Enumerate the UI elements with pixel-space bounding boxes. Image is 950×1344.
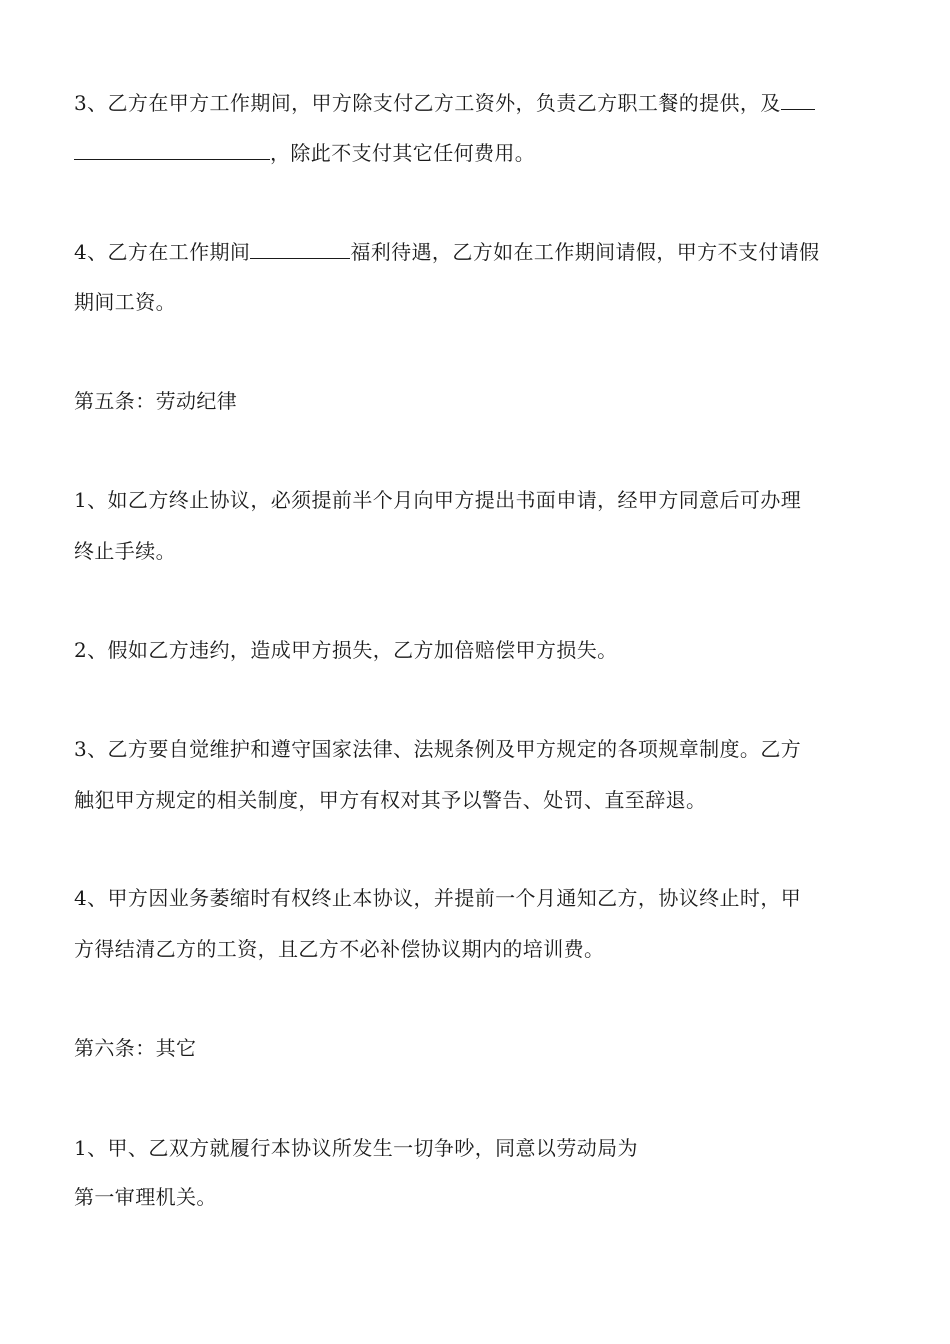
clause-3-text: 3、乙方在甲方工作期间，甲方除支付乙方工资外，负责乙方职工餐的提供，及 — [74, 91, 781, 115]
a5-item-4-line-2: 方得结清乙方的工资，且乙方不必补偿协议期内的培训费。 — [74, 937, 605, 961]
clause-3-text-end: ，除此不支付其它任何费用。 — [270, 141, 536, 165]
article-5-heading: 第五条：劳动纪律 — [74, 389, 238, 413]
a5-item-3-line-2: 触犯甲方规定的相关制度，甲方有权对其予以警告、处罚、直至辞退。 — [74, 788, 707, 812]
fill-blank[interactable] — [250, 240, 350, 259]
clause-4-line-2: 期间工资。 — [74, 290, 176, 314]
clause-4-text-end: 福利待遇，乙方如在工作期间请假，甲方不支付请假 — [350, 240, 820, 264]
a6-item-1-line-2: 第一审理机关。 — [74, 1185, 217, 1209]
clause-4-line-1 — [74, 239, 820, 265]
clause-3-line-2 — [74, 140, 535, 166]
article-6-heading: 第六条：其它 — [74, 1036, 197, 1060]
clause-3-line-1 — [74, 90, 815, 116]
a5-item-3-line-1: 3、乙方要自觉维护和遵守国家法律、法规条例及甲方规定的各项规章制度。乙方 — [74, 737, 802, 761]
clause-4-text: 4、乙方在工作期间 — [74, 240, 251, 264]
a6-item-1-line-1: 1、甲、乙双方就履行本协议所发生一切争吵，同意以劳动局为 — [74, 1136, 638, 1160]
a5-item-4-line-1: 4、甲方因业务萎缩时有权终止本协议，并提前一个月通知乙方，协议终止时，甲 — [74, 886, 802, 910]
fill-blank[interactable] — [74, 141, 270, 160]
a5-item-2: 2、假如乙方违约，造成甲方损失，乙方加倍赔偿甲方损失。 — [74, 638, 618, 662]
a5-item-1-line-1: 1、如乙方终止协议，必须提前半个月向甲方提出书面申请，经甲方同意后可办理 — [74, 488, 802, 512]
fill-blank[interactable] — [781, 91, 815, 110]
a5-item-1-line-2: 终止手续。 — [74, 539, 176, 563]
